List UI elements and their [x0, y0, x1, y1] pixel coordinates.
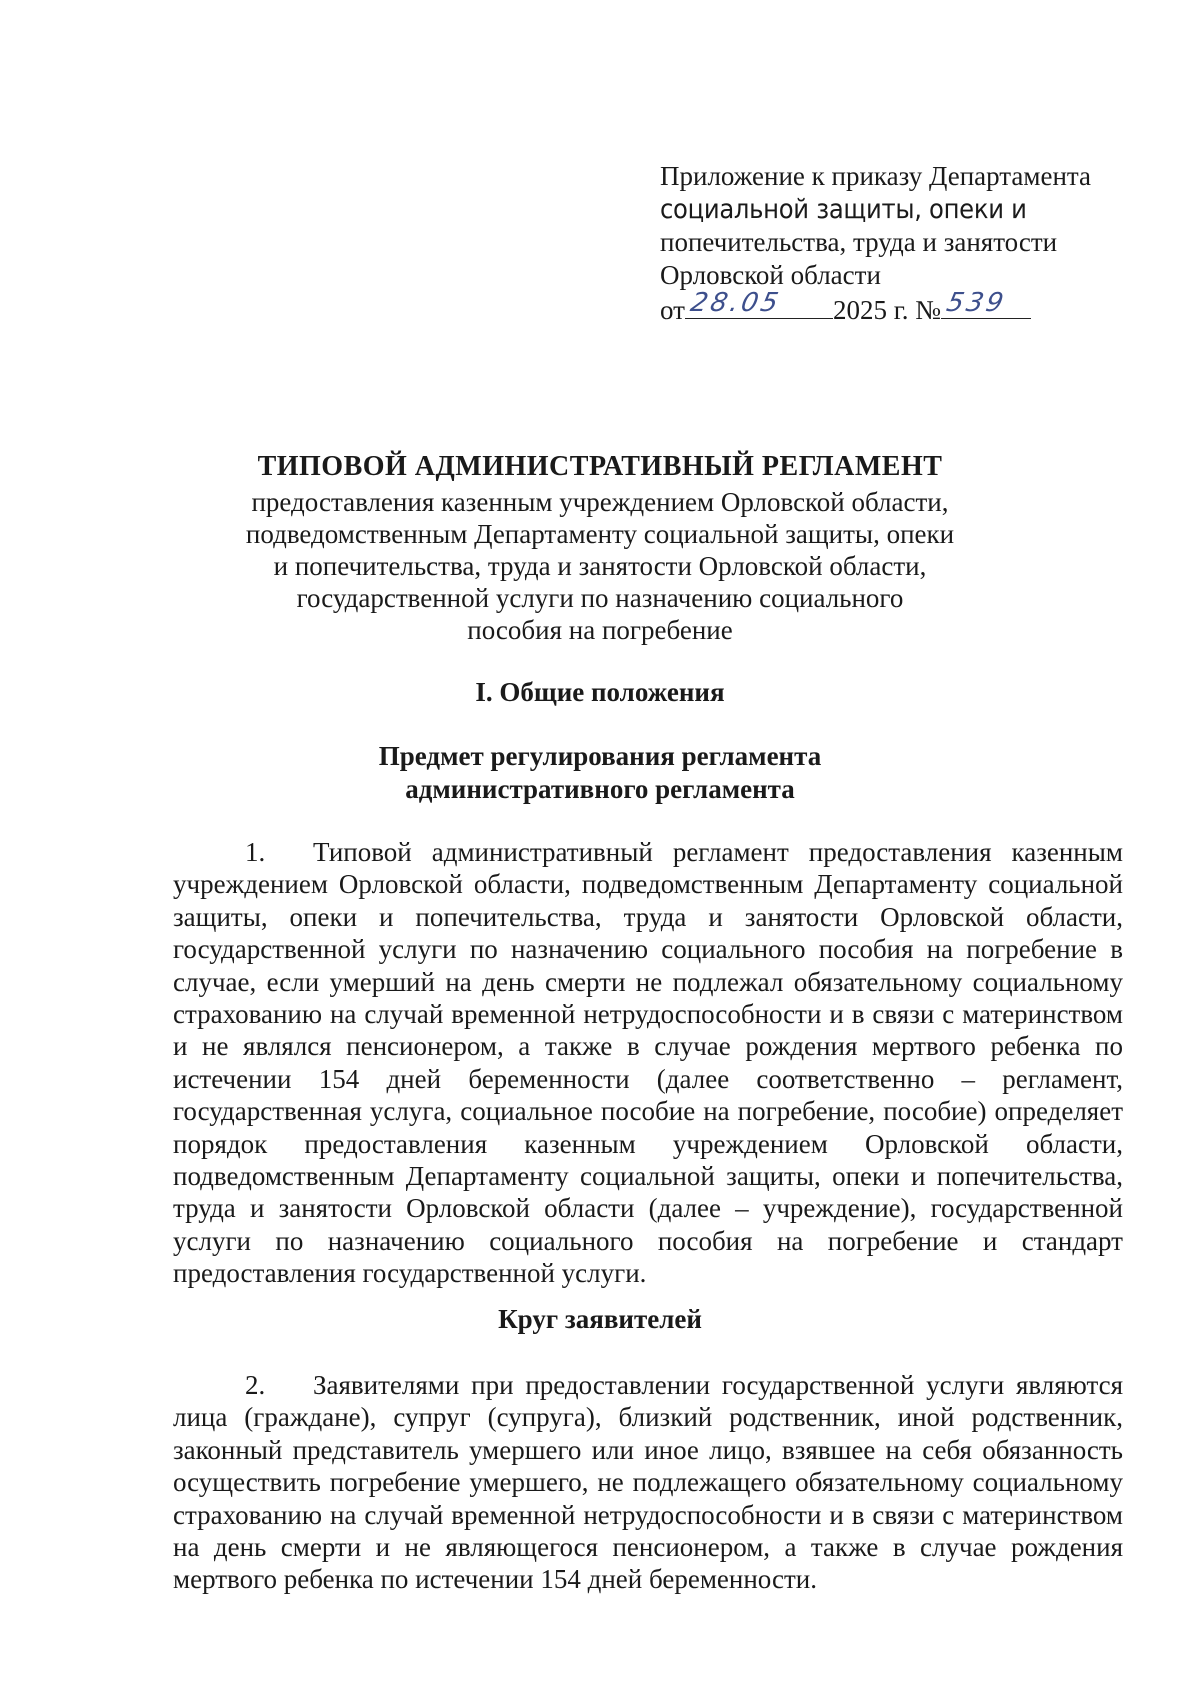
- appendix-line-2: социальной защиты, опеки и: [660, 194, 1027, 225]
- order-number-field: [941, 288, 1031, 319]
- subtitle-line: государственной услуги по назначению социального: [296, 583, 904, 613]
- heading-line: Предмет регулирования регламента: [378, 741, 822, 771]
- year-and-number-label: 2025 г. №: [832, 295, 941, 325]
- document-title: ТИПОВОЙ АДМИНИСТРАТИВНЫЙ РЕГЛАМЕНТ: [257, 451, 943, 482]
- subtitle-line: и попечительства, труда и занятости Орловской области,: [273, 551, 927, 581]
- handwritten-order-number: 539: [943, 288, 1009, 318]
- appendix-line-4: Орловской области: [660, 260, 881, 290]
- section-heading-general: I. Общие положения: [475, 677, 725, 707]
- document-title-block: [0, 450, 1200, 646]
- date-field: [685, 288, 833, 319]
- paragraph-number: 1.: [245, 837, 266, 867]
- paragraph-text: Заявителями при предоставлении государственной услуги являются лица (граждане), супруг (супруга), близкий родственник, иной родственник, законный представитель умершего или иное лицо, взявшее на себя обязанность осуществить погребение умершего, не подлежащего обязательному социальному страхованию на случай временной нетрудоспособности и в связи с материнством на день смерти и не являющегося пенсионером, а также в случае рождения мертвого ребенка по истечении 154 дней беременности.: [173, 1370, 1123, 1595]
- subtitle-line: пособия на погребение: [467, 615, 733, 645]
- date-prefix: от: [660, 295, 685, 325]
- subtitle-line: предоставления казенным учреждением Орловской области,: [251, 487, 949, 517]
- document-subtitle: [0, 486, 1200, 646]
- appendix-line-3: попечительства, труда и занятости: [660, 227, 1058, 257]
- appendix-line-1: Приложение к приказу Департамента: [660, 161, 1092, 191]
- handwritten-date: 28.05: [687, 288, 784, 318]
- paragraph-2: [173, 1369, 1123, 1596]
- subsection-heading-subject: [0, 740, 1200, 806]
- appendix-header: [660, 160, 1130, 327]
- heading-line: административного регламента: [405, 774, 795, 804]
- paragraph-text: Типовой административный регламент предоставления казенным учреждением Орловской области, подведомственным Департаменту социальной защиты, опеки и попечительства, труда и занятости Орловской области, государственной услуги по назначению социального пособия на погребение в случае, если умерший на день смерти не подлежал обязательному социальному страхованию на случай временной нетрудоспособности и в связи с материнством и не являлся пенсионером, а также в случае рождения мертвого ребенка по истечении 154 дней беременности (далее соответственно – регламент, государственная услуга, социальное пособие на погребение, пособие) определяет порядок предоставления казенным учреждением Орловской области, подведомственным Департаменту социальной защиты, опеки и попечительства, труда и занятости Орловской области (далее – учреждение), государственной услуги по назначению социального пособия на погребение и стандарт предоставления государственной услуги.: [173, 837, 1123, 1289]
- subsection-heading-applicants: Круг заявителей: [498, 1304, 702, 1334]
- paragraph-1: [173, 836, 1123, 1290]
- appendix-date-line: [660, 288, 1130, 327]
- paragraph-number: 2.: [245, 1370, 266, 1400]
- subtitle-line: подведомственным Департаменту социальной защиты, опеки: [245, 519, 955, 549]
